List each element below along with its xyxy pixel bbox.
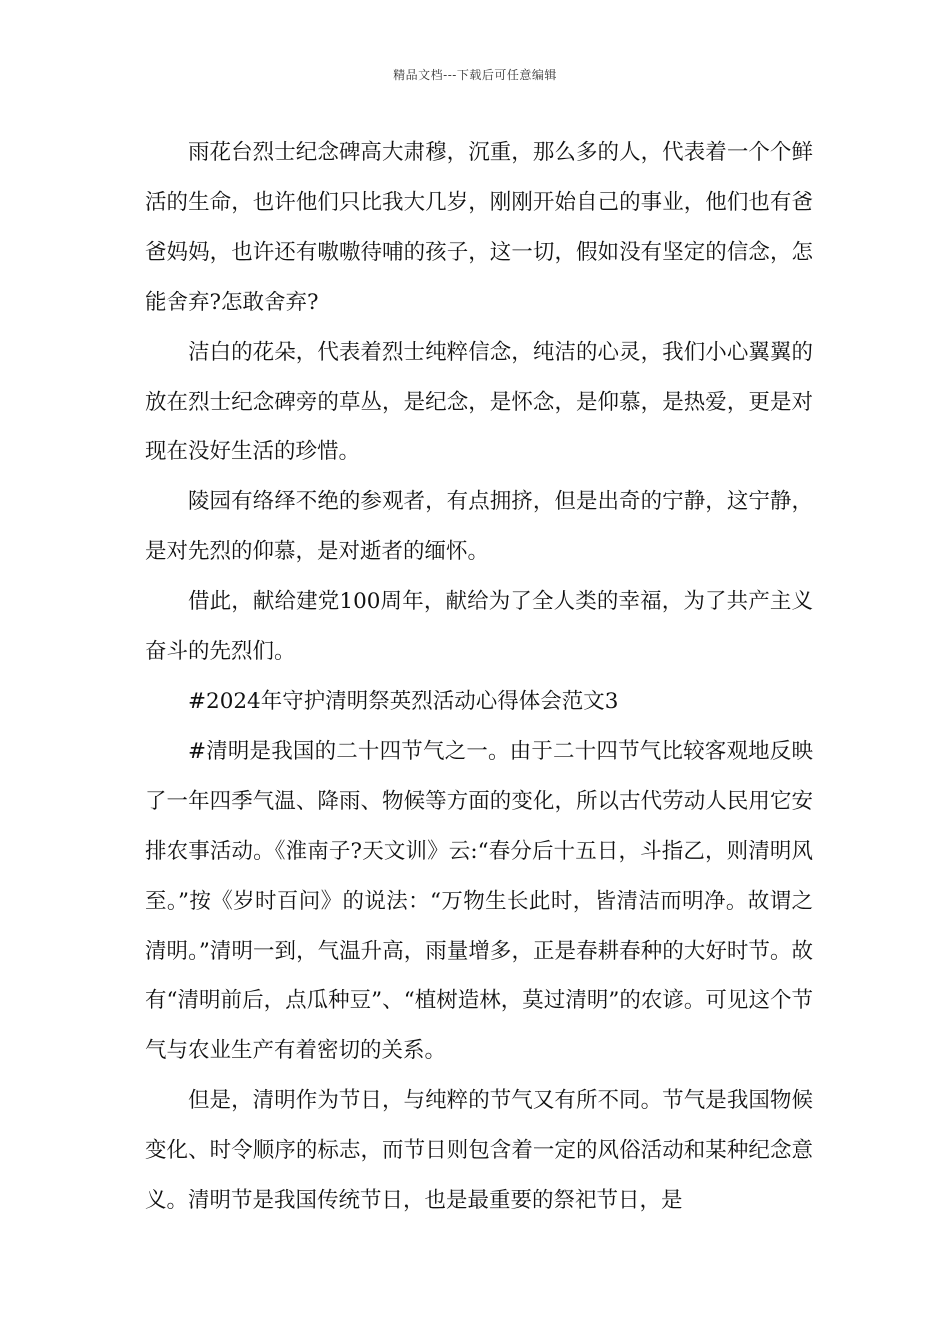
page-header: 精品文档---下载后可任意编辑 bbox=[393, 68, 557, 82]
paragraph-monument: 雨花台烈士纪念碑高大肃穆，沉重，那么多的人，代表着一个个鲜活的生命，也许他们只比我大几岁，刚刚开始自己的事业，他们也有爸爸妈妈，也许还有嗷嗷待哺的孩子，这一切，假如没有坚定的信念，怎能舍弃?怎敢舍弃? bbox=[145, 140, 813, 315]
section-heading: #2024年守护清明祭英烈活动心得体会范文3 bbox=[188, 688, 619, 714]
paragraph-festival: 但是，清明作为节日，与纯粹的节气又有所不同。节气是我国物候变化、时令顺序的标志，而节日则包含着一定的风俗活动和某种纪念意义。清明节是我国传统节日，也是最重要的祭祀节日，是 bbox=[145, 1088, 813, 1214]
paragraph-dedication: 借此，献给建党100周年，献给为了全人类的幸福，为了共产主义奋斗的先烈们。 bbox=[145, 589, 813, 665]
paragraph-cemetery: 陵园有络绎不绝的参观者，有点拥挤，但是出奇的宁静，这宁静，是对先烈的仰慕，是对逝者的缅怀。 bbox=[145, 489, 813, 565]
paragraph-solar-term: #清明是我国的二十四节气之一。由于二十四节气比较客观地反映了一年四季气温、降雨、物候等方面的变化，所以古代劳动人民用它安排农事活动。《淮南子?天文训》云:“春分后十五日，斗指乙，则清明风至。”按《岁时百问》的说法：“万物生长此时，皆清洁而明净。故谓之清明。”清明一到，气温升高，雨量增多，正是春耕春种的大好时节。故有“清明前后，点瓜种豆”、“植树造林，莫过清明”的农谚。可见这个节气与农业生产有着密切的关系。 bbox=[145, 738, 813, 1064]
paragraph-flowers: 洁白的花朵，代表着烈士纯粹信念，纯洁的心灵，我们小心翼翼的放在烈士纪念碑旁的草丛，是纪念，是怀念，是仰慕，是热爱，更是对现在没好生活的珍惜。 bbox=[145, 339, 813, 465]
document-body bbox=[145, 128, 813, 1226]
